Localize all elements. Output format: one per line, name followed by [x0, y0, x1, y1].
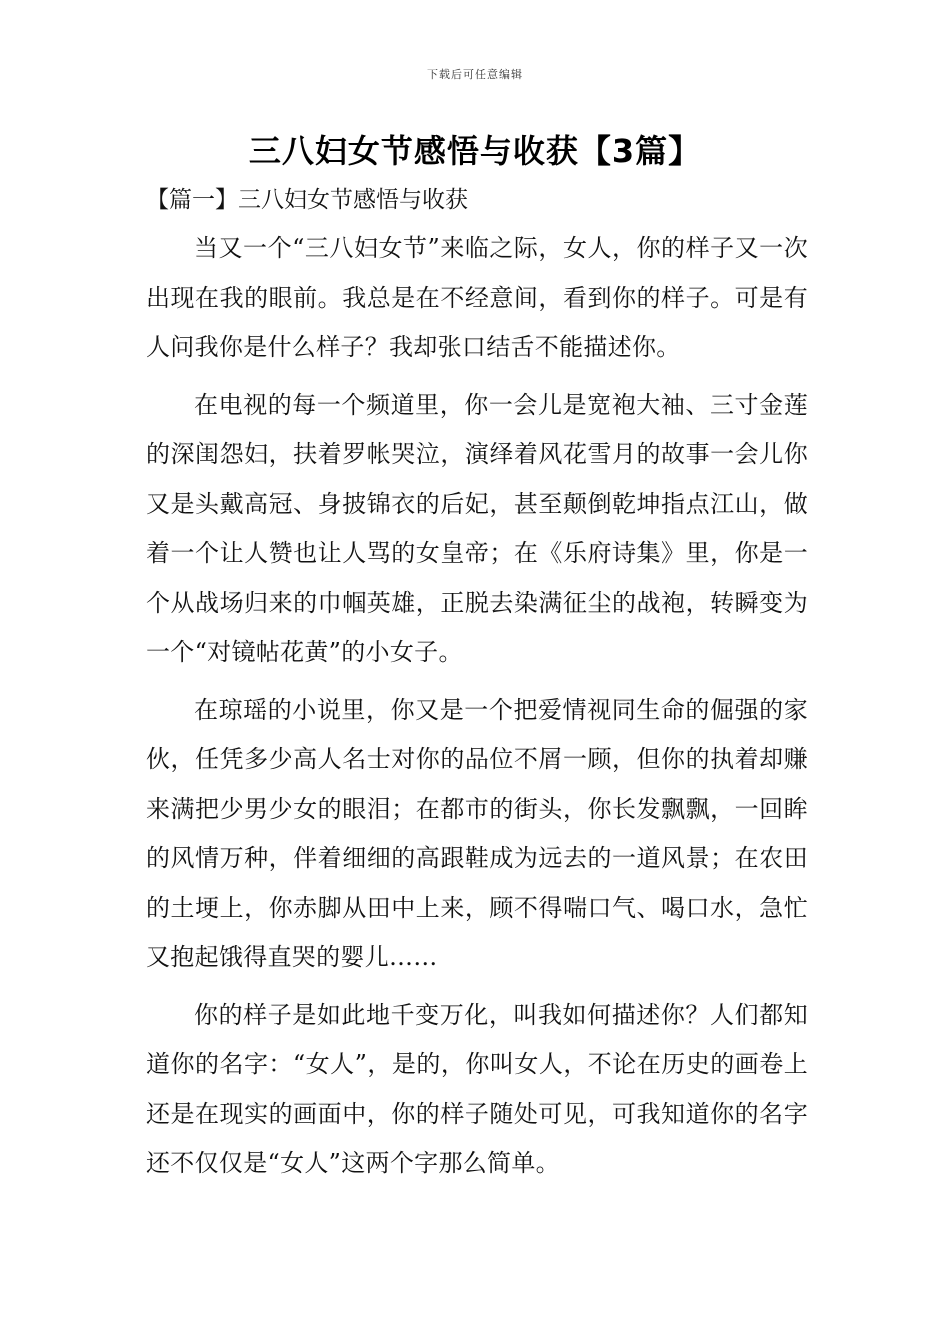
document-title: 三八妇女节感悟与收获【3篇】: [248, 132, 702, 170]
paragraph-3: 在琼瑶的小说里，你又是一个把爱情视同生命的倔强的家伙，任凭多少高人名士对你的品位不屑一顾，但你的执着却赚来满把少男少女的眼泪；在都市的街头，你长发飘飘，一回眸的风情万种，伴着细细的高跟鞋成为远去的一道风景；在农田的土埂上，你赤脚从田中上来，顾不得喘口气、喝口水，急忙又抱起饿得直哭的婴儿……: [146, 695, 808, 971]
section-heading: 【篇一】三八妇女节感悟与收获: [146, 187, 468, 213]
paragraph-1: 当又一个“三八妇女节”来临之际，女人，你的样子又一次出现在我的眼前。我总是在不经意间，看到你的样子。可是有人问我你是什么样子？我却张口结舌不能描述你。: [146, 234, 808, 361]
header-note: 下载后可任意编辑: [427, 68, 523, 81]
paragraph-2: 在电视的每一个频道里，你一会儿是宽袍大袖、三寸金莲的深闺怨妇，扶着罗帐哭泣，演绎着风花雪月的故事一会儿你又是头戴高冠、身披锦衣的后妃，甚至颠倒乾坤指点江山，做着一个让人赞也让人骂的女皇帝；在《乐府诗集》里，你是一个从战场归来的巾帼英雄，正脱去染满征尘的战袍，转瞬变为一个“对镜帖花黄”的小女子。: [146, 390, 808, 666]
body-text: [146, 224, 808, 1197]
paragraph-4: 你的样子是如此地千变万化，叫我如何描述你？人们都知道你的名字：“女人”，是的，你叫女人，不论在历史的画卷上还是在现实的画面中，你的样子随处可见，可我知道你的名字还不仅仅是“女人”这两个字那么简单。: [146, 1000, 808, 1177]
